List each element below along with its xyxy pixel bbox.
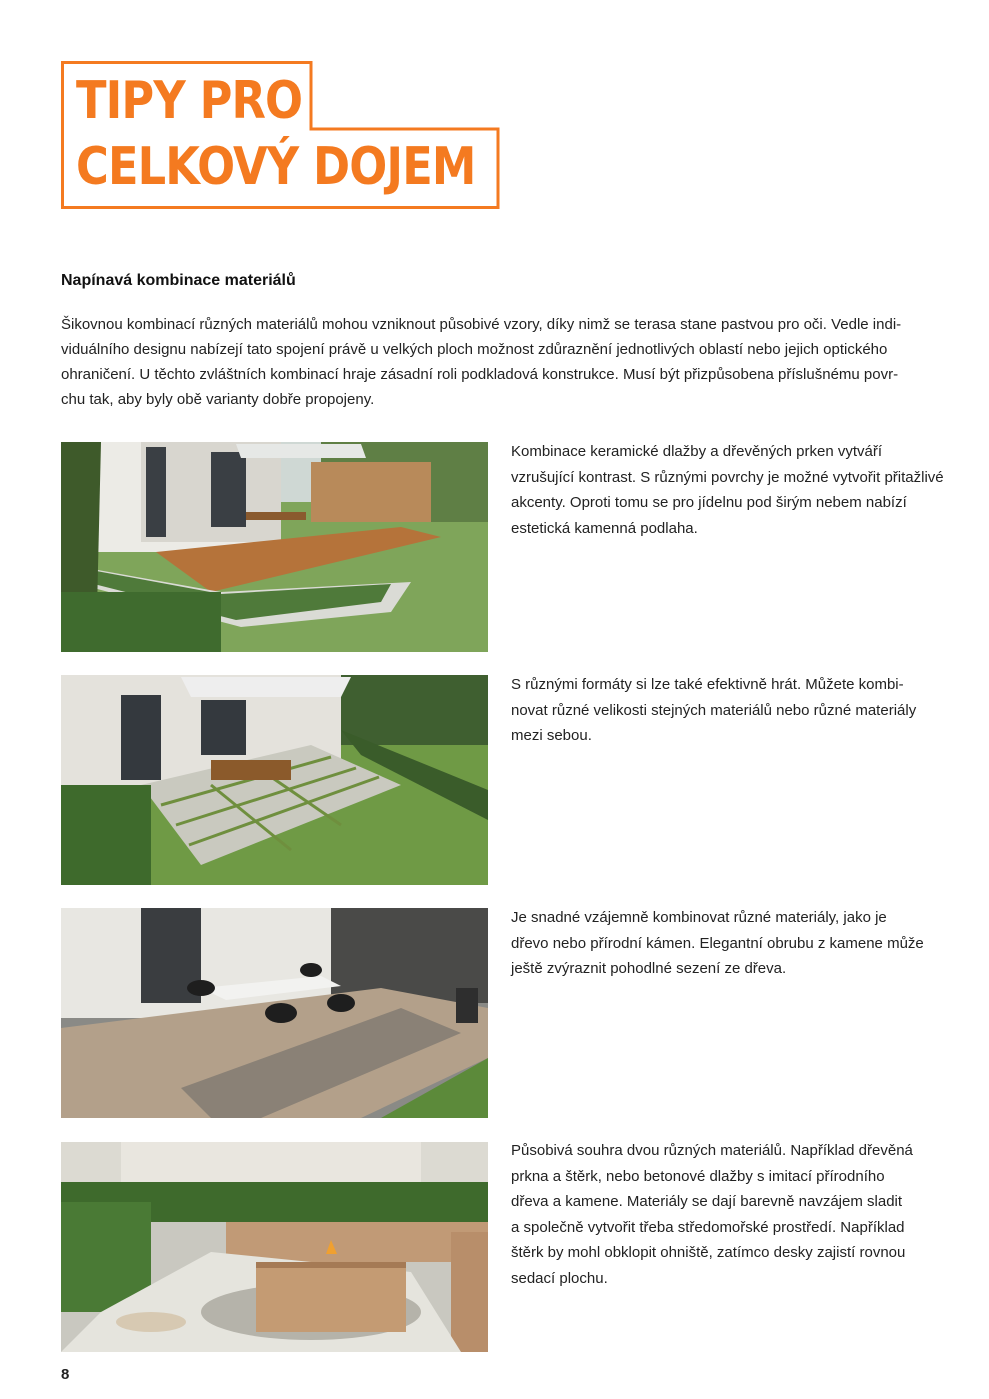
description-line: estetická kamenná podlaha.	[511, 519, 698, 537]
description-line: dřeva a kamene. Materiály se dají barevně navzájem sladit	[511, 1193, 903, 1210]
description-line: a společně vytvořit třeba středomořské prostředí. Například	[511, 1218, 905, 1236]
photo-tile-format-terrace	[61, 675, 488, 885]
intro-line: Šikovnou kombinací různých materiálů mohou vzniknout působivé vzory, díky nimž se terasa stane pastvou pro oči. Vedle indi-	[61, 316, 902, 333]
intro-line: viduálního designu nabízejí tato spojení právě u velkých ploch možnost zdůraznění jednotlivých oblastí nebo jejich optického	[61, 341, 888, 358]
description-line: Je snadné vzájemně kombinovat různé materiály, jako je	[511, 909, 887, 926]
intro-paragraph	[61, 312, 941, 412]
description-line: novat různé velikosti stejných materiálů nebo různé materiály	[511, 701, 917, 719]
title-line-2: CELKOVÝ DOJEM	[76, 137, 476, 197]
description-4	[511, 1138, 951, 1291]
description-line: ještě zvýraznit pohodlné sezení ze dřeva.	[511, 960, 787, 977]
photo-fire-pit-gravel	[61, 1142, 488, 1352]
description-1	[511, 439, 951, 541]
section-heading: Napínavá kombinace materiálů	[61, 272, 296, 289]
description-line: dřevo nebo přírodní kámen. Elegantní obrubu z kamene může	[511, 934, 924, 952]
description-line: mezi sebou.	[511, 727, 592, 744]
description-line: S různými formáty si lze také efektivně hrát. Můžete kombi-	[511, 676, 904, 693]
title-block	[61, 61, 501, 211]
description-line: akcenty. Oproti tomu se pro jídelnu pod širým nebem nabízí	[511, 494, 907, 511]
photo-wood-stone-dining	[61, 908, 488, 1118]
intro-line: chu tak, aby byly obě varianty dobře propojeny.	[61, 391, 375, 408]
description-line: vzrušující kontrast. S různými povrchy je možné vytvořit přitažlivé	[511, 468, 944, 486]
description-line: sedací plochu.	[511, 1269, 608, 1287]
description-line: štěrk by mohl obklopit ohniště, zatímco desky zajistí rovnou	[511, 1244, 906, 1261]
description-3	[511, 905, 951, 982]
photo-wooden-deck-terrace	[61, 442, 488, 652]
intro-line: ohraničení. U těchto zvláštních kombinací hraje zásadní roli podkladová konstrukce. Musí být přizpůsobena příslušnému povr-	[61, 366, 899, 383]
description-line: prkna a štěrk, nebo betonové dlažby s imitací přírodního	[511, 1167, 885, 1185]
description-2	[511, 672, 951, 749]
description-line: Kombinace keramické dlažby a dřevěných prken vytváří	[511, 443, 883, 460]
description-line: Působivá souhra dvou různých materiálů. Například dřevěná	[511, 1142, 913, 1159]
page-number: 8	[61, 1366, 70, 1383]
title-line-1: TIPY PRO	[76, 71, 303, 131]
